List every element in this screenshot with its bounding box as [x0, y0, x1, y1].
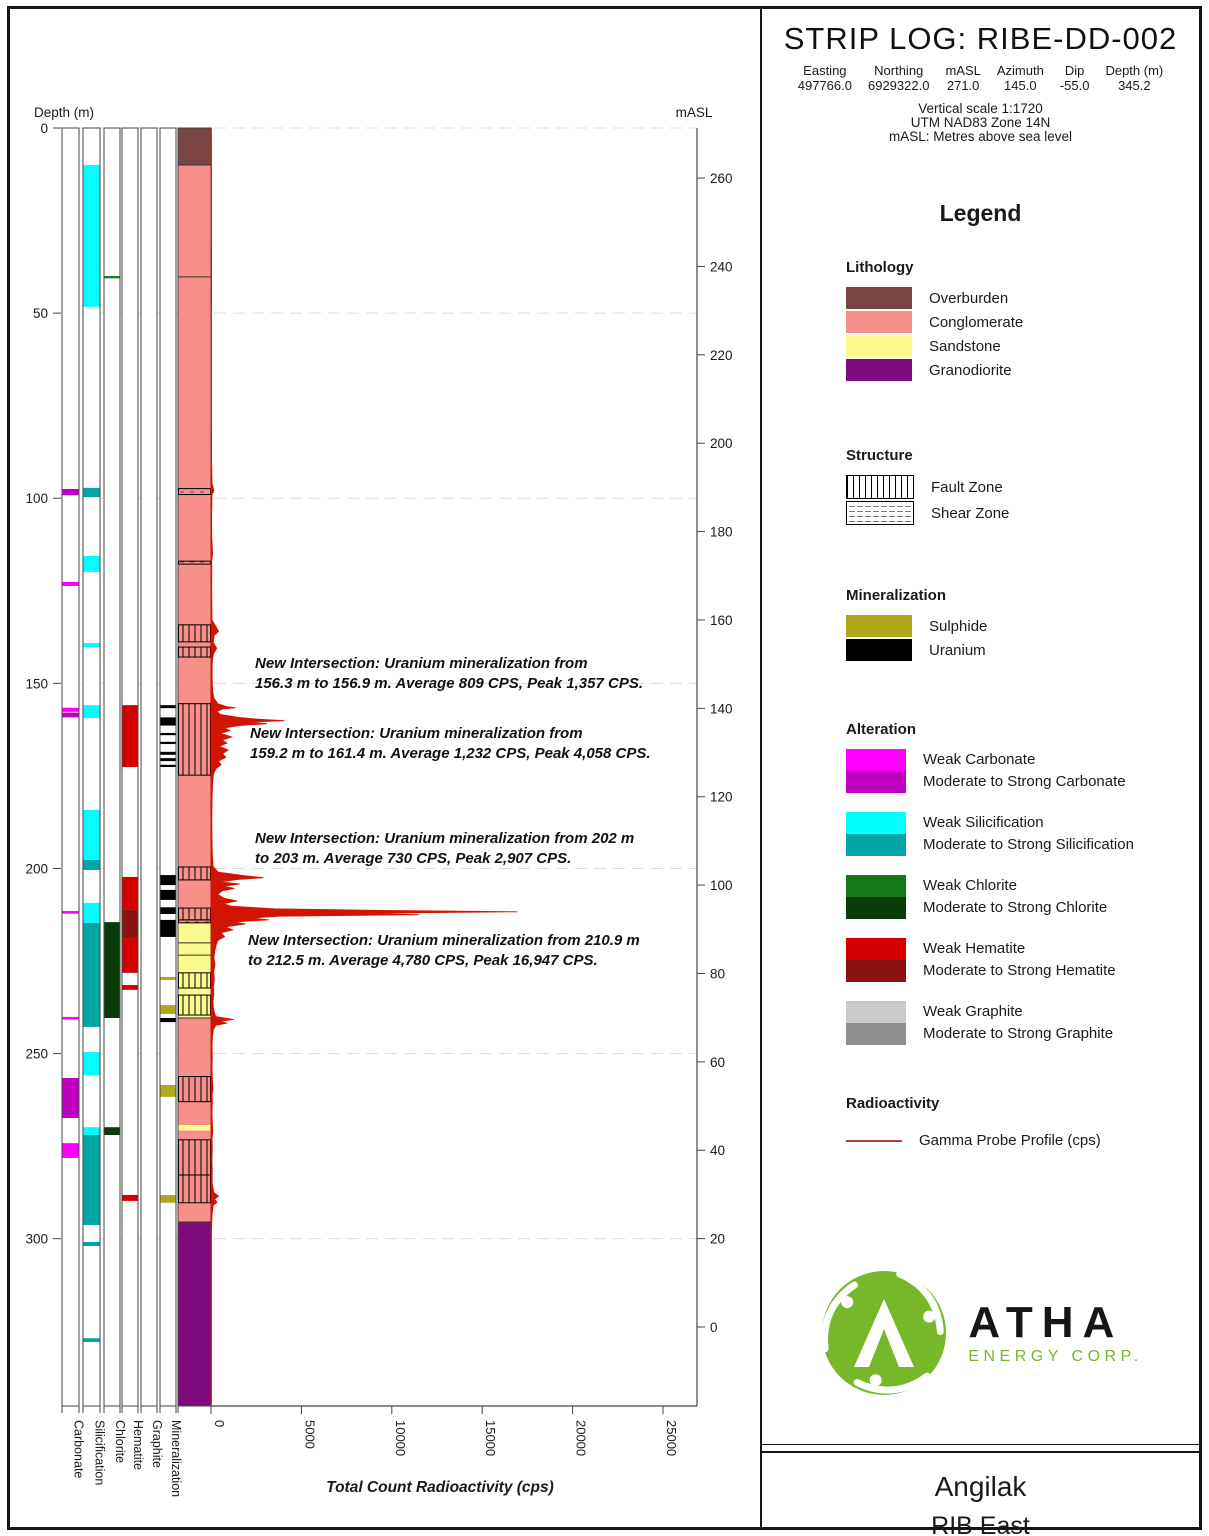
legend-swatch-conglomerate [846, 311, 912, 333]
legend-label: Overburden [929, 289, 1009, 307]
svg-text:60: 60 [710, 1054, 726, 1070]
alteration-interval [63, 489, 79, 495]
legend-pair-swatch [846, 875, 906, 919]
legend-label-weak: Weak Carbonate [923, 751, 1036, 768]
alteration-interval [84, 1052, 100, 1075]
swatch-strong [846, 834, 906, 856]
meta-value: 6929322.0 [867, 78, 930, 93]
legend-label-weak: Weak Hematite [923, 940, 1026, 957]
shear-zone-overlay [179, 489, 211, 495]
svg-text:0: 0 [40, 121, 48, 136]
legend-label: Fault Zone [931, 478, 1003, 496]
legend-item-conglomerate [846, 311, 1179, 333]
mineralization-interval [161, 742, 176, 744]
meta-label: Northing [874, 63, 924, 78]
meta-value: 271.0 [946, 78, 980, 93]
mineralization-interval [161, 977, 176, 980]
mineralization-interval [161, 1018, 176, 1022]
legend-pair-labels [923, 938, 1116, 982]
lithology-interval-granodiorite [178, 1222, 211, 1406]
alteration-interval [105, 1127, 120, 1135]
legend-label: Uranium [929, 641, 986, 659]
legend-item-gamma-probe-profile-cps [846, 1132, 1179, 1149]
alteration-interval [63, 1143, 79, 1158]
header [762, 21, 1199, 144]
legend-pair-weak-hematite [846, 938, 1179, 982]
alteration-interval [63, 582, 79, 586]
track-label-carbonate: Carbonate [71, 1420, 86, 1479]
alteration-interval [84, 165, 100, 307]
legend-item-sulphide [846, 615, 1179, 637]
meta-easting [798, 63, 852, 93]
fault-zone-overlay [179, 625, 211, 642]
masl-axis [697, 128, 705, 1406]
depth-axis [53, 128, 61, 1239]
swatch-weak [846, 875, 906, 897]
fault-zone-overlay [179, 973, 211, 988]
legend-label: Conglomerate [929, 313, 1024, 331]
legend-pair-labels [923, 749, 1126, 793]
legend-pair-labels [923, 1001, 1113, 1045]
mineralization-interval [161, 1195, 176, 1203]
alteration-interval [123, 705, 138, 767]
legend-pair-swatch [846, 1001, 906, 1045]
legend-section-alteration [846, 721, 1179, 1064]
legend-label-strong: Moderate to Strong Chlorite [923, 899, 1108, 916]
meta-depth-m [1105, 63, 1163, 93]
swatch-strong [846, 960, 906, 982]
svg-text:200: 200 [25, 861, 48, 877]
legend-label: Granodiorite [929, 361, 1012, 379]
svg-text:5000: 5000 [302, 1420, 318, 1449]
mineralization-interval [161, 758, 176, 761]
legend-item-granodiorite [846, 359, 1179, 381]
project-name: Angilak [934, 1471, 1027, 1502]
alteration-interval [84, 556, 100, 572]
legend-item-uranium [846, 639, 1179, 661]
svg-text:0: 0 [710, 1320, 718, 1335]
alteration-interval [84, 923, 100, 1027]
atha-emblem-icon [818, 1267, 950, 1399]
legend-structure-header: Structure [846, 447, 913, 464]
mineralization-interval [161, 1085, 176, 1097]
legend-swatch-uranium [846, 639, 912, 661]
lithology-interval-conglomerate [178, 165, 211, 923]
mineralization-interval [161, 733, 176, 735]
track-label-silicification: Silicification [92, 1420, 107, 1486]
track-label-mineralization: Mineralization [169, 1420, 183, 1498]
swatch-strong [846, 1023, 906, 1045]
svg-text:300: 300 [25, 1231, 48, 1247]
meta-dip [1060, 63, 1090, 93]
swatch-weak [846, 938, 906, 960]
company-logo [762, 1267, 1199, 1399]
gamma-probe-profile [211, 128, 517, 1406]
legend-label-weak: Weak Silicification [923, 814, 1044, 831]
svg-text:Total Count Radioactivity (cps: Total Count Radioactivity (cps) [326, 1479, 554, 1496]
lithology-interval-conglomerate [178, 1018, 211, 1125]
shear-zone-overlay [179, 561, 211, 564]
svg-text:20: 20 [710, 1231, 726, 1247]
svg-text:160: 160 [710, 612, 733, 628]
legend-label: Shear Zone [931, 504, 1010, 522]
note-masl: mASL: Metres above sea level [888, 129, 1073, 144]
svg-text:120: 120 [710, 789, 733, 805]
alteration-interval [84, 860, 100, 870]
legend-label-weak: Weak Chlorite [923, 877, 1017, 894]
svg-text:Depth (m): Depth (m) [34, 105, 95, 120]
svg-text:15000: 15000 [483, 1420, 499, 1457]
swatch-weak [846, 749, 906, 771]
intersection-annotation-4: New Intersection: Uranium mineralization from 210.9 m to 212.5 m. Average 4,780 CPS, Peak 16,947 CPS. [248, 932, 640, 970]
mineralization-interval [161, 765, 176, 767]
intersection-annotation-3: New Intersection: Uranium mineralization from 202 m to 203 m. Average 730 CPS, Peak 2,907 CPS. [255, 829, 635, 867]
mineralization-interval [161, 907, 176, 914]
track-carbonate [62, 128, 79, 1413]
track-label-hematite: Hematite [131, 1420, 145, 1471]
alteration-interval [123, 1195, 138, 1201]
alteration-interval [63, 1017, 79, 1020]
svg-text:100: 100 [710, 878, 733, 894]
legend-lithology-header: Lithology [846, 259, 914, 276]
alteration-interval [84, 1338, 100, 1342]
legend-pair-weak-silicification [846, 812, 1179, 856]
meta-value: 145.0 [1004, 78, 1037, 93]
brand-subtitle: ENERGY CORP. [968, 1348, 1143, 1365]
svg-text:40: 40 [710, 1143, 726, 1159]
alteration-interval [63, 708, 79, 712]
meta-label: mASL [945, 63, 981, 78]
alteration-interval [84, 810, 100, 860]
legend-label: Sandstone [929, 337, 1001, 355]
brand-name: ATHA [968, 1298, 1124, 1347]
svg-text:10000: 10000 [392, 1420, 408, 1457]
legend-swatch-granodiorite [846, 359, 912, 381]
legend-label-strong: Moderate to Strong Graphite [923, 1025, 1114, 1042]
alteration-interval [63, 911, 79, 914]
legend-label: Sulphide [929, 617, 988, 635]
alteration-interval [123, 910, 138, 938]
logo-text [968, 1300, 1142, 1366]
legend-pair-swatch [846, 749, 906, 793]
svg-text:25000: 25000 [664, 1420, 679, 1457]
collar-metadata [762, 63, 1199, 93]
fault-zone-overlay [179, 647, 211, 657]
alteration-interval [84, 1135, 100, 1225]
legend-section-radioactivity [846, 1095, 1179, 1151]
fault-zone-overlay [179, 1077, 211, 1102]
svg-text:200: 200 [710, 436, 733, 452]
meta-value: 497766.0 [797, 78, 852, 93]
svg-text:240: 240 [710, 259, 733, 275]
swatch-weak [846, 812, 906, 834]
fault-zone-overlay [179, 1175, 211, 1203]
legend-pair-weak-carbonate [846, 749, 1179, 793]
legend-pair-weak-graphite [846, 1001, 1179, 1045]
legend-pair-labels [923, 875, 1107, 919]
alteration-interval [84, 1127, 100, 1135]
intersection-annotation-2: New Intersection: Uranium mineralization from 159.2 m to 161.4 m. Average 1,232 CPS, Peak 4,058 CPS. [250, 725, 651, 763]
gamma-line-icon [846, 1140, 902, 1142]
note-scale: Vertical scale 1:1720 [918, 101, 1043, 116]
alteration-interval [123, 985, 138, 990]
alteration-interval [84, 1242, 100, 1246]
lithology-interval-sandstone [178, 1125, 211, 1131]
area-name: RIB East [931, 1512, 1030, 1536]
svg-text:180: 180 [710, 524, 733, 540]
track-label-graphite: Graphite [150, 1420, 164, 1468]
meta-northing [868, 63, 929, 93]
meta-value: 345.2 [1118, 78, 1151, 93]
track-hematite [122, 128, 138, 1413]
note-datum: UTM NAD83 Zone 14N [910, 115, 1051, 130]
legend-pair-weak-chlorite [846, 875, 1179, 919]
legend-swatch-sandstone [846, 335, 912, 357]
alteration-interval [84, 903, 100, 923]
legend-label-weak: Weak Graphite [923, 1003, 1023, 1020]
svg-text:20000: 20000 [573, 1420, 589, 1457]
track-silicification [83, 128, 100, 1413]
swatch-strong [846, 897, 906, 919]
alteration-interval [63, 713, 79, 718]
legend-title: Legend [939, 200, 1022, 226]
legend-section-mineralization [846, 587, 1179, 663]
page-title: STRIP LOG: RIBE-DD-002 [783, 21, 1178, 56]
track-mineralization [160, 128, 176, 1413]
legend-item-shear-zone [846, 501, 1179, 525]
legend-label-strong: Moderate to Strong Carbonate [923, 773, 1126, 790]
svg-text:100: 100 [25, 491, 48, 507]
svg-text:260: 260 [710, 171, 733, 187]
legend-label: Gamma Probe Profile (cps) [919, 1132, 1101, 1149]
gamma-axis [211, 1406, 697, 1414]
meta-masl [945, 63, 980, 93]
svg-text:50: 50 [32, 306, 48, 322]
svg-text:150: 150 [25, 676, 48, 692]
svg-text:80: 80 [710, 966, 726, 982]
legend-swatch-fault-zone [846, 475, 914, 499]
legend-section-structure [846, 447, 1179, 527]
track-labels [72, 1420, 184, 1497]
fault-zone-overlay [179, 867, 211, 880]
meta-value: -55.0 [1059, 78, 1090, 93]
legend-radioactivity-header: Radioactivity [846, 1095, 940, 1112]
intersection-annotation-1: New Intersection: Uranium mineralization from 156.3 m to 156.9 m. Average 809 CPS, Peak 1,357 CPS. [255, 655, 644, 693]
track-chlorite [104, 128, 120, 1413]
legend-label-strong: Moderate to Strong Hematite [923, 962, 1116, 979]
mineralization-interval [161, 875, 176, 885]
mineralization-interval [161, 752, 176, 755]
legend-pair-labels [923, 812, 1134, 856]
fault-zone-overlay [179, 995, 211, 1015]
fault-zone-overlay [179, 908, 211, 920]
legend-pair-swatch [846, 812, 906, 856]
legend-alteration-header: Alteration [846, 721, 917, 738]
svg-text:0: 0 [212, 1420, 227, 1428]
mineralization-interval [161, 1005, 176, 1014]
track-graphite [141, 128, 157, 1413]
legend-swatch-overburden [846, 287, 912, 309]
meta-label: Azimuth [996, 63, 1044, 78]
mineralization-interval [161, 890, 176, 900]
alteration-interval [84, 488, 100, 497]
svg-text:250: 250 [25, 1046, 48, 1062]
shear-zone-overlay [179, 920, 211, 923]
alteration-interval [63, 1078, 79, 1118]
legend-item-fault-zone [846, 475, 1179, 499]
swatch-strong [846, 771, 906, 793]
legend-item-sandstone [846, 335, 1179, 357]
meta-azimuth [997, 63, 1044, 93]
meta-label: Depth (m) [1105, 63, 1164, 78]
svg-text:mASL: mASL [675, 105, 713, 120]
fault-zone-overlay [179, 1140, 211, 1175]
alteration-interval [84, 643, 100, 647]
legend-section-lithology [846, 259, 1179, 383]
fault-zone-overlay [179, 704, 211, 775]
mineralization-interval [161, 705, 176, 708]
legend-swatch-shear-zone [846, 501, 914, 525]
mineralization-interval [161, 920, 176, 937]
alteration-interval [123, 877, 138, 910]
legend-item-overburden [846, 287, 1179, 309]
title-block [762, 1451, 1199, 1536]
alteration-interval [105, 276, 120, 278]
map-notes [762, 102, 1199, 144]
alteration-interval [123, 938, 138, 973]
legend-pair-swatch [846, 938, 906, 982]
alteration-interval [84, 705, 100, 718]
atha-emblem-svg [818, 1267, 950, 1399]
legend-mineralization-header: Mineralization [846, 587, 947, 604]
track-label-chlorite: Chlorite [113, 1420, 127, 1464]
swatch-weak [846, 1001, 906, 1023]
lithology-interval-overburden [178, 128, 211, 165]
meta-label: Easting [803, 63, 847, 78]
mineralization-interval [161, 717, 176, 725]
info-panel [762, 9, 1199, 1536]
meta-label: Dip [1064, 63, 1085, 78]
alteration-interval [105, 922, 120, 1018]
legend-swatch-sulphide [846, 615, 912, 637]
legend-label-strong: Moderate to Strong Silicification [923, 836, 1134, 853]
svg-text:220: 220 [710, 347, 733, 363]
svg-text:140: 140 [710, 701, 733, 717]
